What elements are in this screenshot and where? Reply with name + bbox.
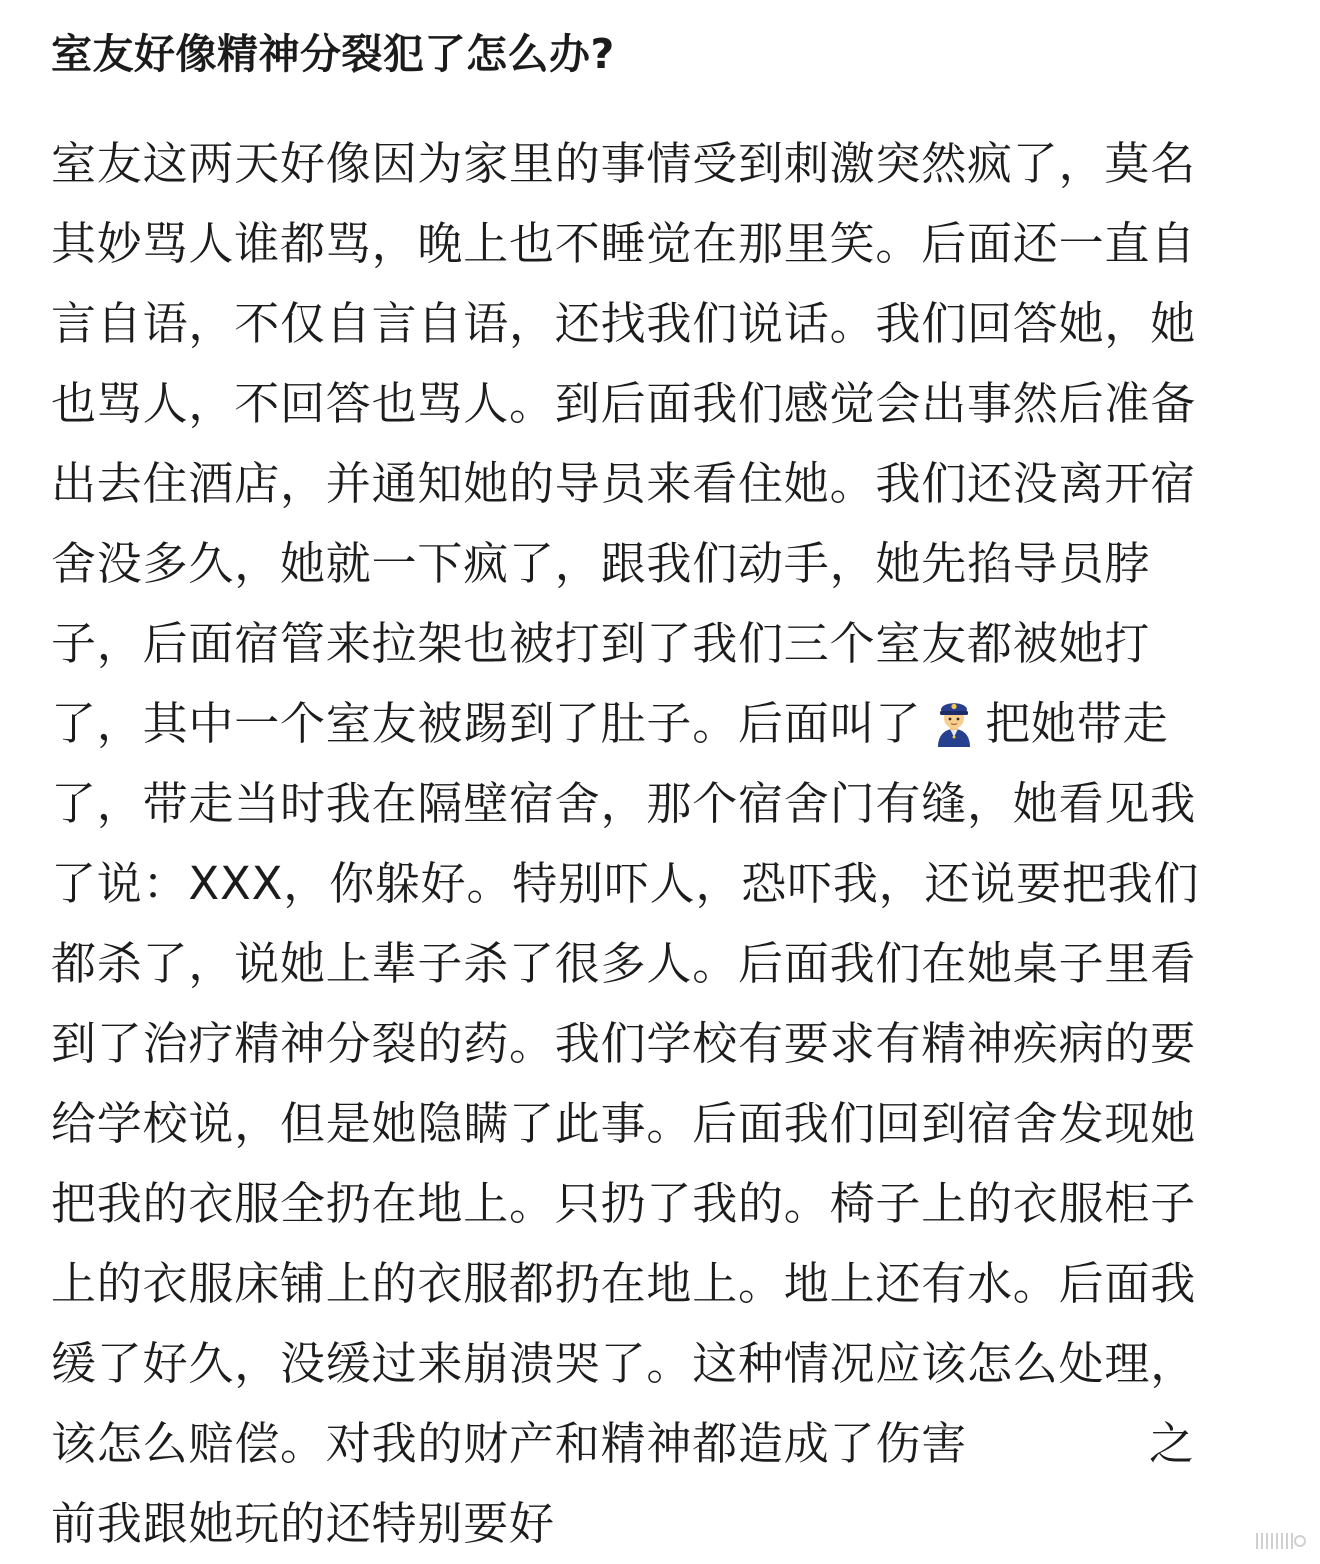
body-line: 言自语，不仅自言自语，还找我们说话。我们回答她，她 [51, 297, 1197, 350]
body-line: 其妙骂人谁都骂，晚上也不睡觉在那里笑。后面还一直自 [51, 217, 1197, 270]
body-line: 上的衣服床铺上的衣服都扔在地上。地上还有水。后面我 [51, 1257, 1197, 1310]
body-line: 室友这两天好像因为家里的事情受到刺激突然疯了，莫名 [51, 137, 1197, 190]
body-line: 缓了好久，没缓过来崩溃哭了。这种情况应该怎么处理， [51, 1337, 1197, 1390]
body-line: 子，后面宿管来拉架也被打到了我们三个室友都被她打 [51, 617, 1151, 670]
body-line: 把我的衣服全扔在地上。只扔了我的。椅子上的衣服柜子 [51, 1177, 1197, 1230]
body-line-with-emoji [51, 684, 1281, 764]
post [51, 0, 1281, 1564]
police-officer-icon [931, 697, 977, 747]
body-line: 到了治疗精神分裂的药。我们学校有要求有精神疾病的要 [51, 1017, 1197, 1070]
body-line-with-gap [51, 1404, 1281, 1484]
bars-watermark-icon [1254, 1529, 1306, 1551]
post-body [51, 124, 1281, 1564]
body-line-last: 前我跟她玩的还特别要好 [51, 1497, 555, 1550]
body-text: 把她带走 [985, 697, 1169, 750]
body-text: 该怎么赔偿。对我的财产和精神都造成了伤害 [51, 1417, 968, 1470]
body-line: 出去住酒店，并通知她的导员来看住她。我们还没离开宿 [51, 457, 1197, 510]
body-line: 了，带走当时我在隔壁宿舍，那个宿舍门有缝，她看见我 [51, 777, 1197, 830]
body-line: 给学校说，但是她隐瞒了此事。后面我们回到宿舍发现她 [51, 1097, 1197, 1150]
body-line: 舍没多久，她就一下疯了，跟我们动手，她先掐导员脖 [51, 537, 1151, 590]
body-line: 了说：XXX，你躲好。特别吓人，恐吓我，还说要把我们 [51, 857, 1200, 910]
post-title: 室友好像精神分裂犯了怎么办? [51, 30, 615, 78]
body-text: 之 [1149, 1417, 1195, 1470]
body-text: 了，其中一个室友被踢到了肚子。后面叫了 [51, 697, 922, 750]
body-line: 也骂人，不回答也骂人。到后面我们感觉会出事然后准备 [51, 377, 1197, 430]
body-line: 都杀了，说她上辈子杀了很多人。后面我们在她桌子里看 [51, 937, 1197, 990]
